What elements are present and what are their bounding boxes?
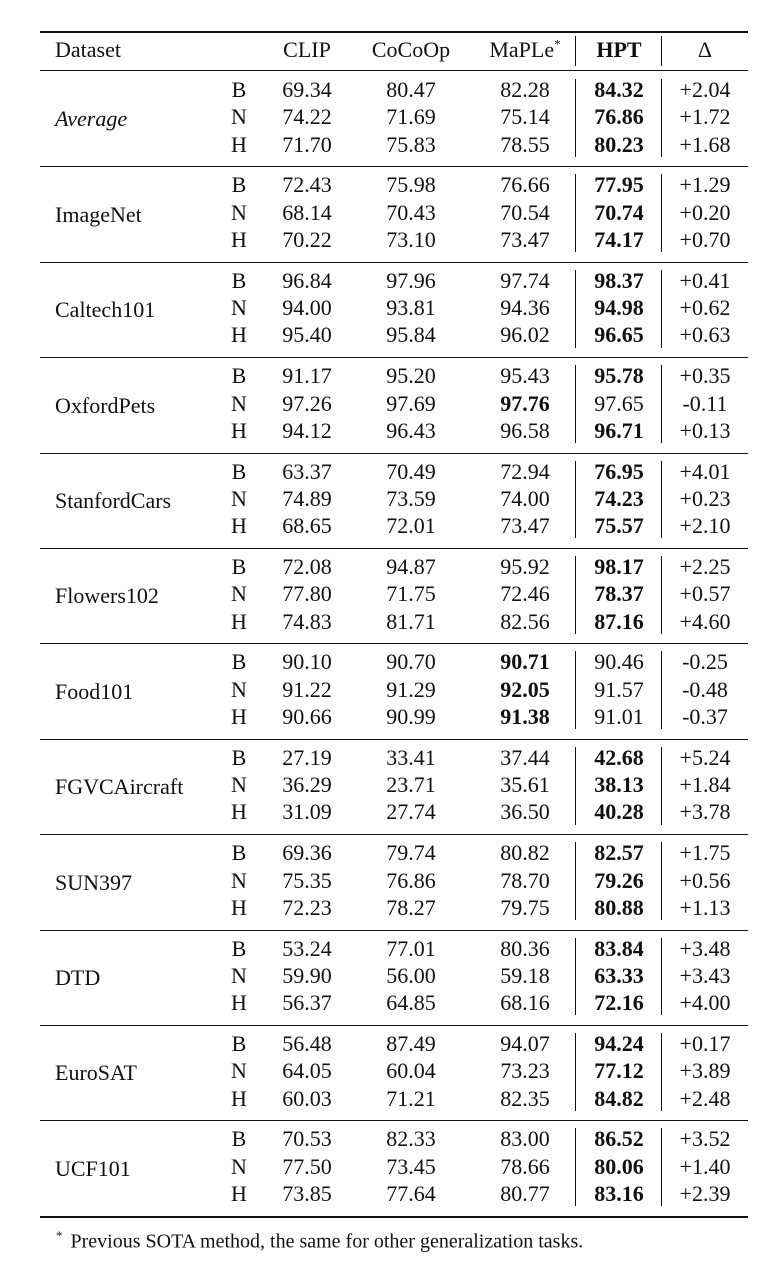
cell-cocoop: 23.71: [386, 772, 436, 798]
cell-cocoop: 97.69: [386, 390, 436, 416]
hpt-left-separator: [575, 365, 576, 443]
cell-delta: -0.11: [682, 390, 728, 416]
cell-maple: 97.74: [500, 267, 550, 293]
cell-hpt: 82.57: [594, 840, 644, 866]
cell-cocoop: 77.64: [386, 1181, 436, 1206]
cell-hpt: 75.57: [594, 513, 644, 539]
hpt-left-separator: [575, 174, 576, 252]
metric-label: B: [231, 458, 247, 484]
metric-label: N: [231, 390, 247, 416]
cell-clip: 97.26: [282, 390, 332, 416]
cell-delta: +1.13: [679, 894, 731, 920]
cell-hpt: 96.65: [594, 322, 644, 348]
cell-delta: +0.13: [679, 417, 731, 443]
cell-maple: 73.47: [500, 513, 550, 539]
cell-clip: 74.83: [282, 608, 332, 634]
cell-cocoop: 97.96: [386, 267, 436, 293]
cell-clip: 69.34: [282, 77, 332, 102]
group-rule: [40, 1025, 748, 1026]
cell-hpt: 42.68: [594, 744, 644, 770]
dataset-name: ImageNet: [55, 201, 142, 227]
cell-delta: +0.23: [679, 485, 731, 511]
cell-maple: 96.02: [500, 322, 550, 348]
cell-clip: 69.36: [282, 840, 332, 866]
cell-delta: +4.60: [679, 608, 731, 634]
cell-hpt: 80.88: [594, 894, 644, 920]
metric-label: H: [231, 608, 247, 634]
cell-cocoop: 72.01: [386, 513, 436, 539]
footnote-text: Previous SOTA method, the same for other generalization tasks.: [70, 1230, 584, 1253]
cell-delta: +2.25: [679, 554, 731, 579]
cell-delta: +0.35: [679, 363, 731, 389]
cell-maple: 59.18: [500, 962, 550, 988]
cell-clip: 59.90: [282, 962, 332, 988]
group-rule: [40, 357, 748, 358]
metric-label: H: [231, 1181, 247, 1206]
cell-delta: -0.25: [682, 649, 728, 675]
cell-maple: 78.70: [500, 867, 550, 893]
cell-delta: +1.40: [679, 1153, 731, 1179]
cell-maple: 35.61: [500, 772, 550, 798]
hpt-right-separator: [661, 365, 662, 443]
hpt-right-separator: [661, 1128, 662, 1206]
table-top-rule: [40, 31, 748, 33]
metric-label: H: [231, 704, 247, 729]
cell-hpt: 74.17: [594, 227, 644, 252]
cell-hpt: 83.16: [594, 1181, 644, 1206]
metric-label: N: [231, 581, 247, 607]
cell-maple: 70.54: [500, 199, 550, 225]
cell-maple: 95.92: [500, 554, 550, 579]
metric-label: H: [231, 1085, 247, 1111]
metric-label: N: [231, 485, 247, 511]
dataset-name: Food101: [55, 678, 134, 704]
metric-label: B: [231, 77, 247, 102]
header-separator-hpt-left: [575, 36, 576, 66]
hpt-right-separator: [661, 461, 662, 539]
cell-clip: 90.10: [282, 649, 332, 675]
cell-hpt: 38.13: [594, 772, 644, 798]
hpt-left-separator: [575, 747, 576, 825]
group-rule: [40, 453, 748, 454]
hpt-left-separator: [575, 842, 576, 920]
cell-delta: +3.78: [679, 799, 731, 825]
cell-clip: 91.17: [282, 363, 332, 389]
cell-cocoop: 79.74: [386, 840, 436, 866]
hpt-left-separator: [575, 270, 576, 348]
cell-maple: 75.14: [500, 104, 550, 130]
metric-label: B: [231, 172, 247, 198]
cell-clip: 31.09: [282, 799, 332, 825]
metric-label: H: [231, 417, 247, 443]
cell-clip: 68.14: [282, 199, 332, 225]
cell-delta: +0.57: [679, 581, 731, 607]
cell-maple: 36.50: [500, 799, 550, 825]
cell-hpt: 94.24: [594, 1031, 644, 1056]
cell-hpt: 84.82: [594, 1085, 644, 1111]
group-rule: [40, 643, 748, 644]
cell-cocoop: 91.29: [386, 676, 436, 702]
cell-hpt: 72.16: [594, 990, 644, 1016]
cell-delta: +0.20: [679, 199, 731, 225]
cell-cocoop: 70.49: [386, 458, 436, 484]
metric-label: H: [231, 990, 247, 1016]
metric-label: N: [231, 676, 247, 702]
cell-maple: 83.00: [500, 1126, 550, 1152]
cell-cocoop: 76.86: [386, 867, 436, 893]
cell-hpt: 79.26: [594, 867, 644, 893]
dataset-name: EuroSAT: [55, 1060, 137, 1086]
dataset-name: Flowers102: [55, 583, 159, 609]
cell-maple: 92.05: [500, 676, 550, 702]
cell-maple: 68.16: [500, 990, 550, 1016]
cell-hpt: 84.32: [594, 77, 644, 102]
cell-hpt: 78.37: [594, 581, 644, 607]
cell-cocoop: 71.75: [386, 581, 436, 607]
dataset-name: OxfordPets: [55, 392, 156, 418]
dataset-name: Average: [55, 106, 128, 132]
hpt-left-separator: [575, 938, 576, 1016]
dataset-name: UCF101: [55, 1155, 131, 1181]
cell-delta: +1.84: [679, 772, 731, 798]
cell-delta: +1.68: [679, 131, 731, 157]
cell-maple: 95.43: [500, 363, 550, 389]
cell-cocoop: 82.33: [386, 1126, 436, 1152]
cell-maple: 72.94: [500, 458, 550, 484]
metric-label: B: [231, 744, 247, 770]
cell-hpt: 80.06: [594, 1153, 644, 1179]
cell-cocoop: 73.59: [386, 485, 436, 511]
metric-label: N: [231, 104, 247, 130]
hpt-right-separator: [661, 270, 662, 348]
cell-cocoop: 71.69: [386, 104, 436, 130]
cell-clip: 73.85: [282, 1181, 332, 1206]
header-maple-mark: *: [554, 36, 561, 52]
cell-hpt: 87.16: [594, 608, 644, 634]
metric-label: N: [231, 1153, 247, 1179]
metric-label: N: [231, 1058, 247, 1084]
hpt-right-separator: [661, 556, 662, 634]
cell-delta: +4.00: [679, 990, 731, 1016]
cell-cocoop: 93.81: [386, 295, 436, 321]
cell-maple: 82.28: [500, 77, 550, 102]
cell-clip: 94.00: [282, 295, 332, 321]
cell-delta: -0.48: [682, 676, 728, 702]
hpt-left-separator: [575, 79, 576, 157]
cell-delta: +3.89: [679, 1058, 731, 1084]
cell-hpt: 70.74: [594, 199, 644, 225]
cell-cocoop: 95.20: [386, 363, 436, 389]
cell-delta: +3.48: [679, 935, 731, 961]
header-hpt: HPT: [596, 37, 642, 62]
cell-clip: 70.53: [282, 1126, 332, 1152]
metric-label: H: [231, 227, 247, 252]
header-delta: Δ: [697, 37, 713, 62]
group-rule: [40, 166, 748, 167]
cell-maple: 82.35: [500, 1085, 550, 1111]
metric-label: N: [231, 867, 247, 893]
cell-delta: +1.72: [679, 104, 731, 130]
metric-label: H: [231, 513, 247, 539]
header-clip: CLIP: [283, 37, 331, 62]
cell-clip: 56.48: [282, 1031, 332, 1056]
cell-maple: 74.00: [500, 485, 550, 511]
cell-maple: 79.75: [500, 894, 550, 920]
cell-hpt: 77.12: [594, 1058, 644, 1084]
cell-delta: +3.43: [679, 962, 731, 988]
cell-cocoop: 77.01: [386, 935, 436, 961]
cell-maple: 73.47: [500, 227, 550, 252]
cell-delta: +1.75: [679, 840, 731, 866]
cell-hpt: 86.52: [594, 1126, 644, 1152]
table-footnote: [56, 1224, 583, 1254]
cell-cocoop: 60.04: [386, 1058, 436, 1084]
hpt-left-separator: [575, 651, 576, 729]
cell-clip: 95.40: [282, 322, 332, 348]
cell-cocoop: 64.85: [386, 990, 436, 1016]
cell-delta: +0.63: [679, 322, 731, 348]
cell-maple: 94.36: [500, 295, 550, 321]
cell-clip: 68.65: [282, 513, 332, 539]
metric-label: N: [231, 199, 247, 225]
group-rule: [40, 834, 748, 835]
cell-hpt: 91.57: [594, 676, 644, 702]
cell-delta: +5.24: [679, 744, 731, 770]
cell-cocoop: 78.27: [386, 894, 436, 920]
hpt-right-separator: [661, 174, 662, 252]
group-rule: [40, 548, 748, 549]
header-rule: [40, 70, 748, 71]
metric-label: N: [231, 295, 247, 321]
cell-clip: 70.22: [282, 227, 332, 252]
group-rule: [40, 739, 748, 740]
hpt-right-separator: [661, 1033, 662, 1111]
metric-label: B: [231, 363, 247, 389]
cell-cocoop: 80.47: [386, 77, 436, 102]
cell-cocoop: 73.45: [386, 1153, 436, 1179]
cell-clip: 36.29: [282, 772, 332, 798]
dataset-name: SUN397: [55, 869, 133, 895]
cell-delta: +0.41: [679, 267, 731, 293]
cell-maple: 73.23: [500, 1058, 550, 1084]
cell-clip: 74.89: [282, 485, 332, 511]
cell-clip: 90.66: [282, 704, 332, 729]
metric-label: B: [231, 935, 247, 961]
cell-hpt: 97.65: [594, 390, 644, 416]
header-dataset: Dataset: [55, 37, 121, 62]
cell-hpt: 76.95: [594, 458, 644, 484]
cell-hpt: 77.95: [594, 172, 644, 198]
cell-clip: 63.37: [282, 458, 332, 484]
cell-clip: 60.03: [282, 1085, 332, 1111]
metric-label: B: [231, 649, 247, 675]
cell-clip: 72.23: [282, 894, 332, 920]
cell-delta: +4.01: [679, 458, 731, 484]
hpt-left-separator: [575, 461, 576, 539]
hpt-right-separator: [661, 651, 662, 729]
cell-cocoop: 96.43: [386, 417, 436, 443]
header-maple: [476, 37, 574, 63]
metric-label: H: [231, 894, 247, 920]
cell-delta: +2.39: [679, 1181, 731, 1206]
table-bottom-rule: [40, 1216, 748, 1218]
group-rule: [40, 930, 748, 931]
cell-clip: 91.22: [282, 676, 332, 702]
group-rule: [40, 1120, 748, 1121]
cell-delta: +0.70: [679, 227, 731, 252]
cell-cocoop: 27.74: [386, 799, 436, 825]
cell-hpt: 74.23: [594, 485, 644, 511]
metric-label: B: [231, 840, 247, 866]
cell-maple: 94.07: [500, 1031, 550, 1056]
cell-hpt: 90.46: [594, 649, 644, 675]
dataset-name: StanfordCars: [55, 487, 172, 513]
cell-maple: 80.77: [500, 1181, 550, 1206]
cell-hpt: 80.23: [594, 131, 644, 157]
cell-clip: 72.43: [282, 172, 332, 198]
cell-hpt: 98.37: [594, 267, 644, 293]
cell-clip: 94.12: [282, 417, 332, 443]
metric-label: H: [231, 799, 247, 825]
cell-delta: +0.62: [679, 295, 731, 321]
hpt-right-separator: [661, 842, 662, 920]
cell-maple: 37.44: [500, 744, 550, 770]
cell-delta: -0.37: [682, 704, 728, 729]
header-maple-label: MaPLe: [489, 37, 555, 62]
metric-label: B: [231, 1031, 247, 1056]
hpt-left-separator: [575, 1033, 576, 1111]
cell-hpt: 98.17: [594, 554, 644, 579]
cell-maple: 97.76: [500, 390, 550, 416]
cell-maple: 80.36: [500, 935, 550, 961]
cell-maple: 90.71: [500, 649, 550, 675]
cell-clip: 72.08: [282, 554, 332, 579]
cell-clip: 75.35: [282, 867, 332, 893]
cell-clip: 96.84: [282, 267, 332, 293]
dataset-name: FGVCAircraft: [55, 774, 184, 800]
cell-cocoop: 90.99: [386, 704, 436, 729]
cell-clip: 27.19: [282, 744, 332, 770]
cell-cocoop: 95.84: [386, 322, 436, 348]
cell-maple: 78.66: [500, 1153, 550, 1179]
hpt-right-separator: [661, 79, 662, 157]
metric-label: B: [231, 267, 247, 293]
cell-maple: 72.46: [500, 581, 550, 607]
metric-label: N: [231, 772, 247, 798]
cell-cocoop: 73.10: [386, 227, 436, 252]
cell-hpt: 91.01: [594, 704, 644, 729]
cell-cocoop: 94.87: [386, 554, 436, 579]
cell-hpt: 76.86: [594, 104, 644, 130]
cell-cocoop: 81.71: [386, 608, 436, 634]
cell-hpt: 40.28: [594, 799, 644, 825]
metric-label: B: [231, 1126, 247, 1152]
cell-hpt: 96.71: [594, 417, 644, 443]
hpt-left-separator: [575, 1128, 576, 1206]
metric-label: H: [231, 131, 247, 157]
metric-label: N: [231, 962, 247, 988]
cell-cocoop: 75.83: [386, 131, 436, 157]
cell-hpt: 63.33: [594, 962, 644, 988]
cell-cocoop: 75.98: [386, 172, 436, 198]
cell-cocoop: 87.49: [386, 1031, 436, 1056]
cell-delta: +0.17: [679, 1031, 731, 1056]
cell-maple: 80.82: [500, 840, 550, 866]
cell-clip: 77.80: [282, 581, 332, 607]
cell-delta: +2.10: [679, 513, 731, 539]
cell-delta: +2.48: [679, 1085, 731, 1111]
metric-label: H: [231, 322, 247, 348]
cell-cocoop: 70.43: [386, 199, 436, 225]
cell-hpt: 94.98: [594, 295, 644, 321]
cell-cocoop: 90.70: [386, 649, 436, 675]
hpt-right-separator: [661, 747, 662, 825]
dataset-name: DTD: [55, 964, 101, 990]
cell-delta: +3.52: [679, 1126, 731, 1152]
cell-maple: 82.56: [500, 608, 550, 634]
dataset-name: Caltech101: [55, 297, 156, 323]
hpt-right-separator: [661, 938, 662, 1016]
footnote-mark: *: [56, 1228, 63, 1243]
cell-clip: 56.37: [282, 990, 332, 1016]
cell-maple: 78.55: [500, 131, 550, 157]
cell-maple: 76.66: [500, 172, 550, 198]
cell-clip: 74.22: [282, 104, 332, 130]
cell-delta: +1.29: [679, 172, 731, 198]
cell-clip: 64.05: [282, 1058, 332, 1084]
group-rule: [40, 262, 748, 263]
header-cocoop: CoCoOp: [371, 37, 451, 62]
cell-maple: 91.38: [500, 704, 550, 729]
cell-delta: +0.56: [679, 867, 731, 893]
cell-cocoop: 56.00: [386, 962, 436, 988]
cell-cocoop: 33.41: [386, 744, 436, 770]
cell-clip: 77.50: [282, 1153, 332, 1179]
cell-hpt: 95.78: [594, 363, 644, 389]
cell-clip: 53.24: [282, 935, 332, 961]
header-separator-hpt-right: [661, 36, 662, 66]
cell-maple: 96.58: [500, 417, 550, 443]
cell-delta: +2.04: [679, 77, 731, 102]
hpt-left-separator: [575, 556, 576, 634]
cell-clip: 71.70: [282, 131, 332, 157]
metric-label: B: [231, 554, 247, 579]
cell-hpt: 83.84: [594, 935, 644, 961]
cell-cocoop: 71.21: [386, 1085, 436, 1111]
